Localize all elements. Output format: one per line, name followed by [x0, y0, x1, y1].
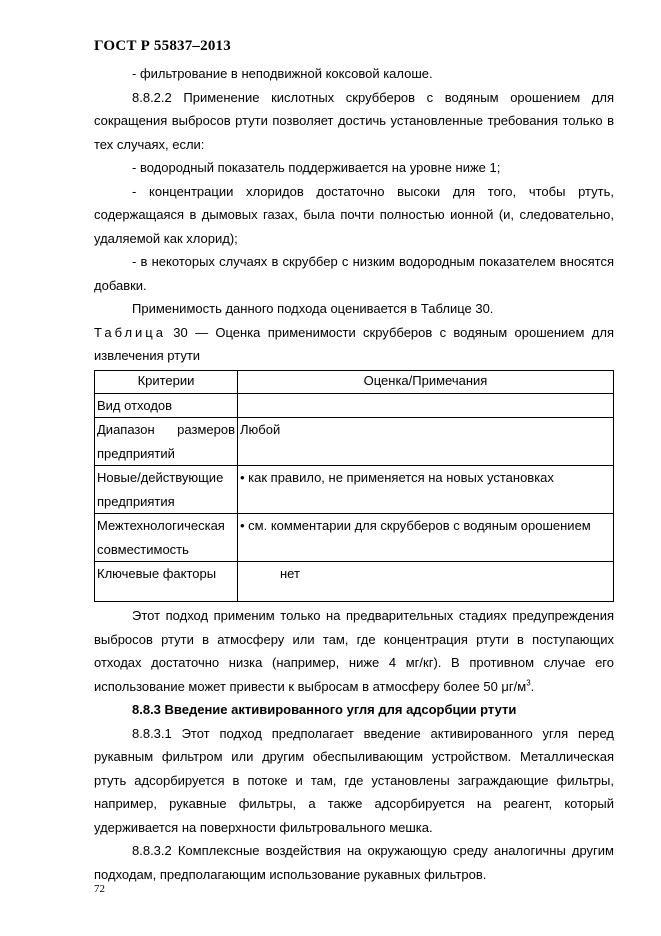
criterion-line: Ключевые факторы	[97, 566, 217, 581]
paragraph-end: .	[530, 678, 535, 694]
table-cell-criterion	[95, 514, 238, 562]
table-header-criteria: Критерии	[95, 370, 238, 393]
table-row	[95, 514, 614, 562]
criterion-line: предприятия	[97, 493, 175, 509]
paragraph-8-8-2-2: 8.8.2.2 Применение кислотных скрубберов с водяным орошением для сокращения выбросов ртути позволяет достичь установленные требования только в тех случаях, если:	[94, 89, 614, 152]
document-header: ГОСТ Р 55837–2013	[94, 38, 231, 54]
paragraph-list-item: - в некоторых случаях в скруббер с низким водородным показателем вносятся добавки.	[94, 254, 614, 293]
table-cell-value: Любой	[238, 418, 614, 466]
table-row	[95, 466, 614, 514]
paragraph-list-item: - фильтрование в неподвижной коксовой калоше.	[132, 66, 433, 81]
page-number: 72	[94, 883, 105, 895]
table-cell-value	[238, 393, 614, 418]
paragraph-applicability	[94, 604, 614, 698]
paragraph-table-reference: Применимость данного подхода оценивается в Таблице 30.	[132, 301, 494, 316]
table-cell-criterion	[95, 418, 238, 466]
paragraph-8-8-3-2: 8.8.3.2 Комплексные воздействия на окружающую среду аналогичны другим подходам, предполагающим использование рукавных фильтров.	[94, 843, 614, 882]
table-row	[95, 418, 614, 466]
criterion-line: предприятий	[97, 445, 175, 461]
paragraph-text: Этот подход применим только на предварительных стадиях предупреждения выбросов ртути в атмосферу или там, где концентрация ртути в поступающих отходах достаточно низка (например, ниже 4 мг/кг). В противном случае его использование может привести к выбросам в атмосферу более 50 μг/м	[94, 608, 614, 694]
superscript: 3	[526, 678, 531, 688]
criterion-line: Новые/действующие	[97, 470, 224, 485]
table-header-assessment: Оценка/Примечания	[238, 370, 614, 393]
table-cell-value: • как правило, не применяется на новых установках	[238, 466, 614, 514]
table-30	[94, 370, 614, 603]
table-cell-value-text: нет	[280, 566, 300, 581]
criterion-line: Диапазон размеров	[97, 422, 235, 437]
table-row	[95, 393, 614, 418]
table-caption-text: 30 — Оценка применимости скрубберов с водяным орошением для извлечения ртути	[94, 324, 614, 363]
table-header-row	[95, 370, 614, 393]
paragraph-8-8-3-1: 8.8.3.1 Этот подход предполагает введение активированного угля перед рукавным фильтром или другим обеспыливающим устройством. Металлическая ртуть адсорбируется в потоке и там, где установлены заграждающие фильтры, например, рукавные фильтры, а также адсорбируется на реагент, который удерживается на поверхности фильтровального мешка.	[94, 725, 614, 835]
page-content	[94, 62, 614, 886]
criterion-line: Межтехнологическая	[97, 518, 225, 533]
table-caption	[94, 321, 614, 368]
table-cell-value	[238, 562, 614, 602]
table-caption-label: Таблица	[94, 324, 166, 340]
table-cell-value: • см. комментарии для скрубберов с водяным орошением	[238, 514, 614, 562]
paragraph-list-item: - водородный показатель поддерживается на уровне ниже 1;	[132, 160, 501, 175]
table-cell-criterion	[95, 466, 238, 514]
criterion-line: совместимость	[97, 541, 189, 557]
section-heading-8-8-3: 8.8.3 Введение активированного угля для адсорбции ртути	[132, 702, 517, 717]
table-row	[95, 562, 614, 602]
paragraph-list-item: - концентрации хлоридов достаточно высоки для того, чтобы ртуть, содержащаяся в дымовых газах, была почти полностью ионной (и, следовательно, удаляемой как хлорид);	[94, 183, 614, 246]
table-cell-criterion	[95, 393, 238, 418]
criterion-line: Вид отходов	[97, 397, 173, 413]
table-cell-criterion	[95, 562, 238, 602]
